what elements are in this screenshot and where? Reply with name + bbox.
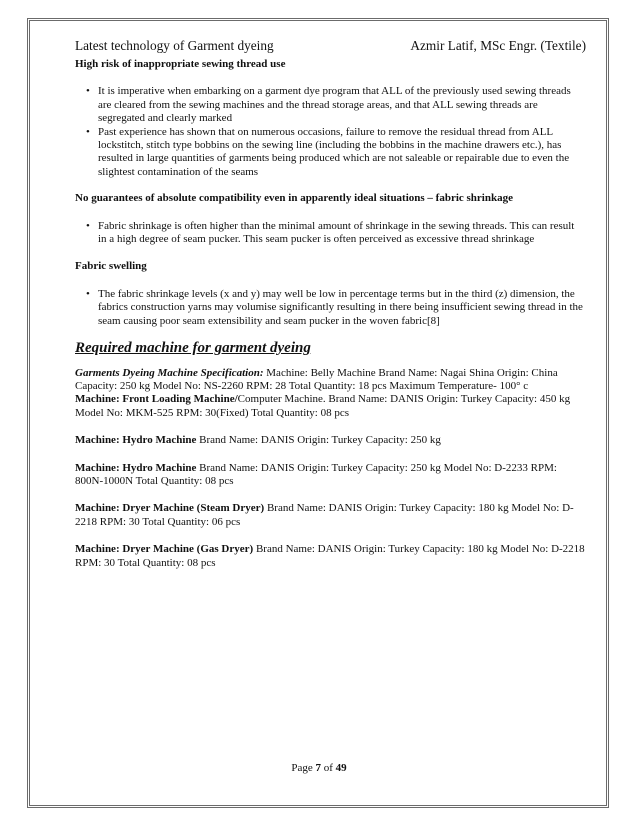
machine-label: Machine: Dryer Machine (Gas Dryer) (75, 543, 254, 556)
machine-label: Machine: Hydro Machine (75, 461, 197, 474)
machine-paragraph (75, 502, 585, 529)
page-total: 49 (335, 762, 347, 774)
machine-text: Brand Name: DANIS Origin: Turkey Capacity: 180 kg Model No: D-2218 RPM: 30 Total Quantity: 06 pcs (75, 502, 574, 528)
page-content (75, 58, 585, 570)
page-header (75, 38, 586, 56)
machine-label: Machine: Hydro Machine (75, 434, 197, 447)
spec-label: Garments Dyeing Machine Specification: (75, 366, 264, 379)
machine-paragraph (75, 393, 585, 420)
bullet-item: • Past experience has shown that on numerous occasions, failure to remove the residual thread from ALL lockstitch, stitch type bobbins on the sewing line (including the bobbins in the machine drawers etc.), has resulted in large quantities of garments being produced which are not saleable or repairable due to even the slightest contamination of the seams (75, 126, 585, 180)
machine-text: Brand Name: DANIS Origin: Turkey Capacity: 250 kg Model No: D-2233 RPM: 800N-1000N Total Quantity: 08 pcs (75, 461, 557, 487)
machine-paragraph (75, 462, 585, 489)
machine-label: Machine: Dryer Machine (Steam Dryer) (75, 502, 265, 515)
bullet-list-thread-risk (75, 85, 585, 179)
machine-label: Machine: Front Loading Machine/ (75, 393, 238, 406)
machine-spec-list (75, 367, 585, 570)
bullet-list-fabric-shrinkage (75, 220, 585, 247)
section-heading-thread-risk: High risk of inappropriate sewing thread use (75, 58, 286, 70)
machine-text: Brand Name: DANIS Origin: Turkey Capacity: 250 kg (196, 434, 441, 447)
section-title-required-machines: Required machine for garment dyeing (75, 340, 311, 357)
page-footer (0, 762, 638, 774)
spec-text: Machine: Belly Machine Brand Name: Nagai Shina Origin: China Capacity: 250 kg Model No: NS-2260 RPM: 28 Total Quantity: 18 pcs Maximum Temperature- 100° c (75, 366, 558, 392)
machine-text: Computer Machine. Brand Name: DANIS Origin: Turkey Capacity: 450 kg Model No: MKM-525 RPM: 30(Fixed) Total Quantity: 08 pcs (75, 393, 571, 419)
machine-text: Brand Name: DANIS Origin: Turkey Capacity: 180 kg Model No: D-2218 RPM: 30 Total Quantity: 08 pcs (75, 543, 585, 569)
machine-paragraph (75, 434, 585, 447)
bullet-list-fabric-swelling (75, 288, 585, 328)
spec-paragraph (75, 367, 585, 394)
page-word: Page (291, 762, 313, 774)
section-heading-fabric-swelling: Fabric swelling (75, 260, 147, 273)
header-title: Latest technology of Garment dyeing (75, 38, 274, 53)
machine-paragraph (75, 543, 585, 570)
of-word: of (323, 762, 333, 774)
section-heading-fabric-shrinkage: No guarantees of absolute compatibility even in apparently ideal situations – fabric shrinkage (75, 192, 513, 205)
header-author: Azmir Latif, MSc Engr. (Textile) (410, 38, 586, 53)
bullet-item: • It is imperative when embarking on a garment dye program that ALL of the previously used sewing threads are cleared from the sewing machines and the thread storage areas, and that ALL sewing threads are segregated and clearly marked (75, 85, 585, 125)
page-number: 7 (315, 762, 321, 774)
bullet-item: • The fabric shrinkage levels (x and y) may well be low in percentage terms but in the third (z) dimension, the fabrics construction yarns may volumise significantly resulting in there being insufficient sewing thread in the seam causing poor seam extensibility and seam pucker in the woven fabric[8] (75, 288, 585, 328)
bullet-item: • Fabric shrinkage is often higher than the minimal amount of shrinkage in the sewing threads. This can result in a high degree of seam pucker. This seam pucker is often perceived as excessive thread shrinkage (75, 220, 585, 247)
